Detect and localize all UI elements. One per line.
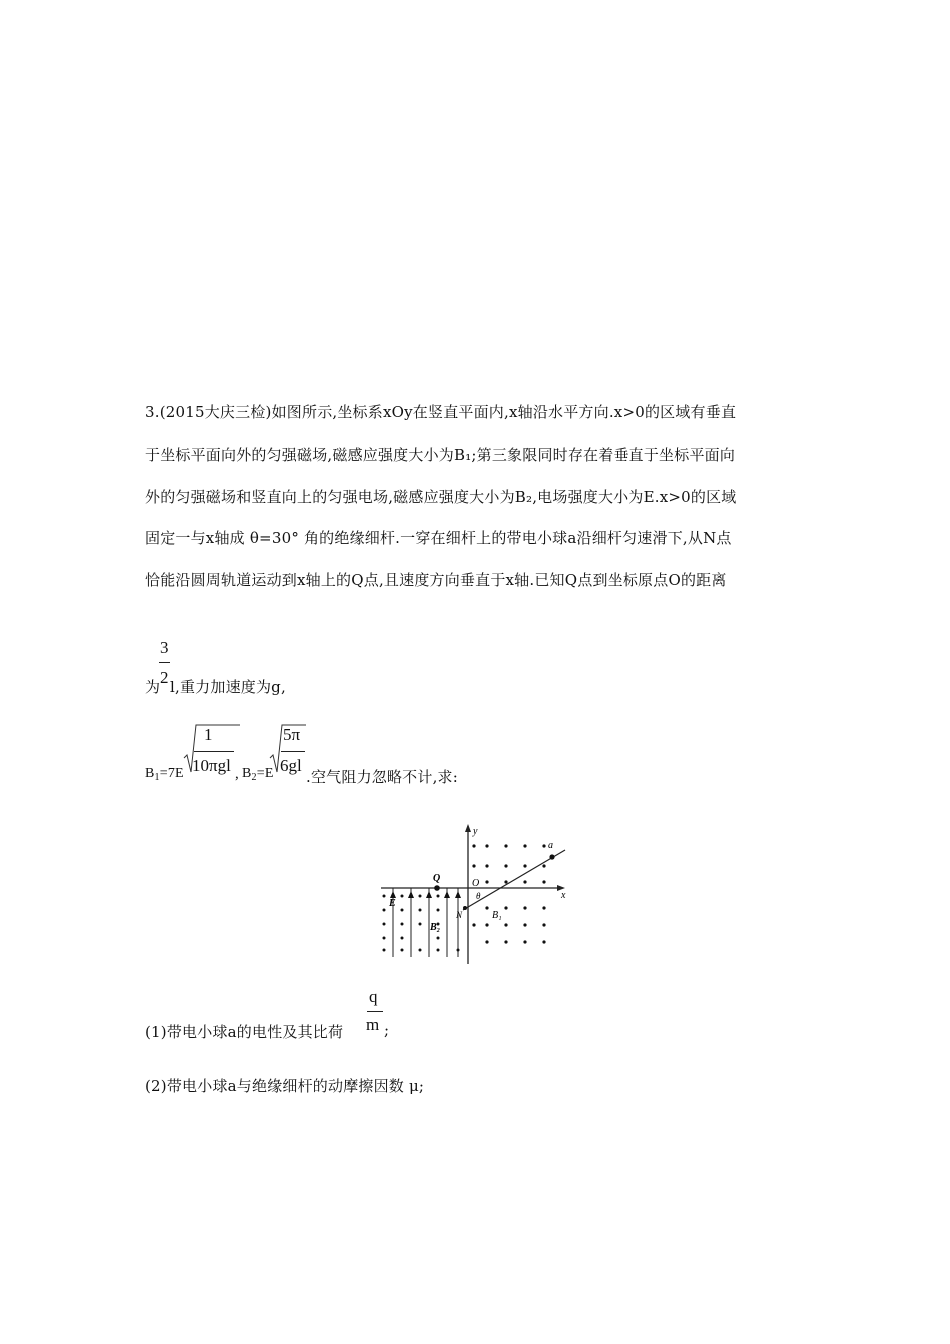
question-1-end: ; (384, 1021, 390, 1039)
b1-label: $B_1=7E$ (145, 766, 184, 783)
b1-denominator: 10πgl (192, 756, 231, 775)
given-comma: , (235, 766, 239, 782)
problem-line-3: 外的匀强磁场和竖直向上的匀强电场,磁感应强度大小为B₂,电场强度大小为E.x>0的区域 (145, 488, 737, 506)
b1-fraction-bar (194, 751, 234, 752)
b2-field-label: B₂ (430, 922, 441, 933)
b2-numerator: 5π (283, 725, 301, 744)
b1-field-label: B₁ (492, 910, 502, 921)
field-line-arrows (390, 891, 461, 898)
question-1-denominator: m (366, 1015, 380, 1034)
origin-label: O (472, 878, 480, 889)
problem-line-5: 恰能沿圆周轨道运动到x轴上的Q点,且速度方向垂直于x轴.已知Q点到坐标原点O的距离 (145, 571, 727, 589)
point-n-label: N (456, 910, 463, 920)
b1-numerator: 1 (204, 725, 213, 744)
electric-field-lines (393, 888, 458, 957)
ball-a-label: a (548, 840, 553, 851)
problem-line-1: 3.(2015大庆三检)如图所示,坐标系xOy在竖直平面内,x轴沿水平方向.x>0的区域有垂直 (145, 403, 737, 421)
problem-line-4: 固定一与x轴成 θ=30° 角的绝缘细杆.一穿在细杆上的带电小球a沿细杆匀速滑下,从N点 (145, 529, 732, 547)
point-q-label: Q (433, 873, 441, 884)
question-1-numerator: q (369, 987, 378, 1006)
physics-figure (375, 822, 575, 970)
electric-field-label: E (389, 898, 396, 909)
distance-suffix: l,重力加速度为g, (170, 678, 286, 696)
ball-a (549, 854, 554, 859)
theta-label: θ (476, 891, 481, 901)
question-2-text: (2)带电小球a与绝缘细杆的动摩擦因数 μ; (145, 1077, 425, 1095)
point-n (463, 906, 467, 910)
b1-field-dots (472, 844, 545, 943)
point-q (434, 885, 440, 891)
question-1-text: (1)带电小球a的电性及其比荷 (145, 1023, 344, 1041)
given-tail: .空气阻力忽略不计,求: (306, 768, 458, 786)
y-axis-arrow (465, 824, 471, 832)
distance-denominator: 2 (160, 668, 169, 687)
b2-denominator: 6gl (280, 756, 302, 775)
distance-prefix: 为 (145, 678, 161, 696)
distance-numerator: 3 (160, 638, 169, 657)
question-1-fraction-bar (367, 1011, 383, 1012)
problem-line-2: 于坐标平面向外的匀强磁场,磁感应强度大小为B₁;第三象限同时存在着垂直于坐标平面向 (145, 446, 736, 464)
x-axis-label: x (561, 890, 566, 901)
y-axis-label: y (473, 826, 478, 837)
b2-label: $B_2=E$ (242, 766, 274, 783)
b2-fraction-bar (281, 751, 305, 752)
distance-fraction-bar (159, 662, 170, 663)
